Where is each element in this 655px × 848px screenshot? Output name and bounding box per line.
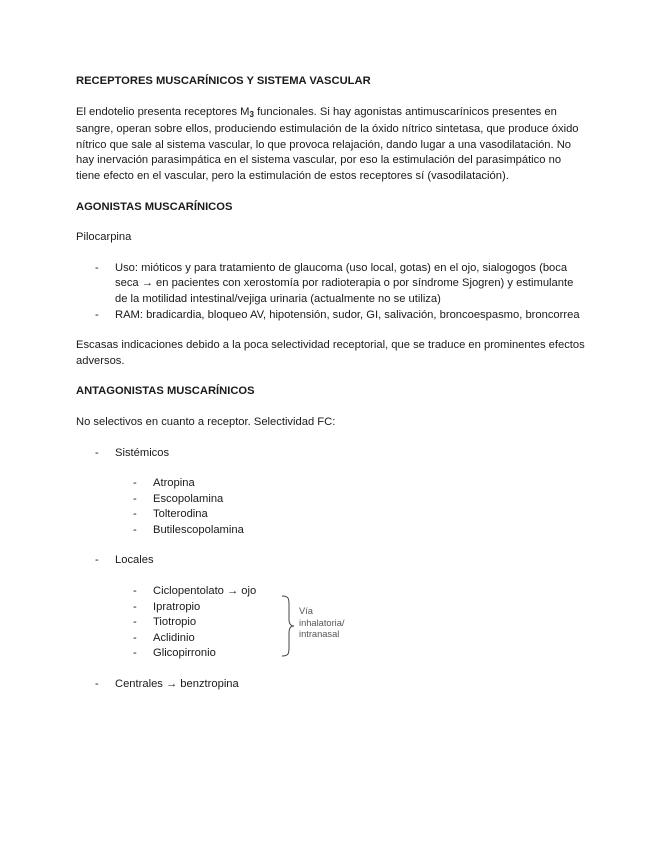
paragraph-escasas: Escasas indicaciones debido a la poca selectividad receptorial, que se traduce en prominentes efectos adversos. — [76, 339, 585, 367]
list-item — [76, 492, 586, 508]
list-item — [76, 646, 586, 662]
sistemicos-header — [76, 446, 586, 462]
dash-bullet: - — [95, 678, 99, 691]
dash-bullet: - — [133, 647, 137, 660]
list-item — [76, 476, 586, 492]
dash-bullet: - — [95, 308, 99, 321]
dash-bullet: - — [95, 261, 99, 274]
list-item-text: Glicopirronio — [153, 647, 216, 660]
sistemicos-list — [76, 476, 586, 538]
dash-bullet: - — [133, 585, 137, 598]
section-title-receptores: RECEPTORES MUSCARÍNICOS Y SISTEMA VASCULAR — [76, 75, 371, 87]
paragraph-endotelio-part2: funcionales. Si hay agonistas antimuscarínicos presentes en sangre, operan sobre ellos, produciendo estimulación de la óxido nítrico sintetasa, que produce óxido nítrico que sale al sistema vascular, lo que provoca relajación, dando lugar a una vasodilatación. No hay inervación parasimpática en el sistema vascular, por eso la estimulación del parasimpático no tiene efecto en el vascular, pero la estimulación de estos receptores sí (vasodilatación). — [76, 105, 579, 182]
dash-bullet: - — [133, 616, 137, 629]
list-item-text: Ipratropio — [153, 600, 201, 613]
list-item-text: Butilescopolamina — [153, 523, 244, 536]
pilocarpina-list — [76, 261, 586, 323]
section-title-agonistas: AGONISTAS MUSCARÍNICOS — [76, 200, 233, 213]
list-item — [76, 677, 586, 693]
list-item-text: Atropina — [153, 477, 195, 490]
subscript-3: 3 — [249, 109, 254, 119]
list-item — [76, 308, 586, 324]
list-item — [76, 507, 586, 523]
dash-bullet: - — [95, 446, 99, 459]
list-item-text: Ciclopentolato → ojo — [153, 585, 257, 598]
list-item-text: Uso: mióticos y para tratamiento de glaucoma (uso local, gotas) en el ojo, sialogogos (boca seca → en pacientes con xerostomía por radioterapia o por síndrome Sjogren) y estimulante de la motilidad intestinal/vejiga urinaria (actualmente no se utiliza) — [115, 261, 574, 305]
list-item-text: RAM: bradicardia, bloqueo AV, hipotensión, sudor, GI, salivación, broncoespasmo, broncorrea — [115, 308, 580, 321]
list-item — [76, 523, 586, 539]
list-item-text: Locales — [115, 554, 154, 567]
list-item-text: Tiotropio — [153, 616, 197, 629]
list-item — [76, 553, 586, 569]
list-item — [76, 261, 586, 308]
dash-bullet: - — [133, 631, 137, 644]
dash-bullet: - — [133, 492, 137, 505]
via-inhalatoria-note: Vía inhalatoria/ intranasal — [299, 606, 345, 640]
list-item-text: Sistémicos — [115, 446, 170, 459]
list-item-text: Tolterodina — [153, 508, 208, 521]
dash-bullet: - — [133, 523, 137, 536]
list-item-text: Aclidinio — [153, 631, 195, 644]
locales-block — [76, 584, 586, 662]
centrales-header — [76, 677, 586, 693]
list-item — [76, 446, 586, 462]
drug-pilocarpina: Pilocarpina — [76, 231, 132, 244]
dash-bullet: - — [133, 600, 137, 613]
list-item-text: Escopolamina — [153, 492, 224, 505]
paragraph-endotelio — [76, 105, 586, 185]
dash-bullet: - — [133, 508, 137, 521]
paragraph-endotelio-part1: El endotelio presenta receptores M — [76, 105, 250, 118]
curly-brace-icon — [280, 595, 296, 657]
paragraph-no-selectivos: No selectivos en cuanto a receptor. Selectividad FC: — [76, 415, 336, 428]
dash-bullet: - — [95, 554, 99, 567]
locales-header — [76, 553, 586, 569]
section-title-antagonistas: ANTAGONISTAS MUSCARÍNICOS — [76, 385, 255, 398]
dash-bullet: - — [133, 477, 137, 490]
list-item-text: Centrales → benztropina — [115, 678, 239, 691]
document-page — [76, 74, 586, 693]
list-item — [76, 584, 586, 600]
